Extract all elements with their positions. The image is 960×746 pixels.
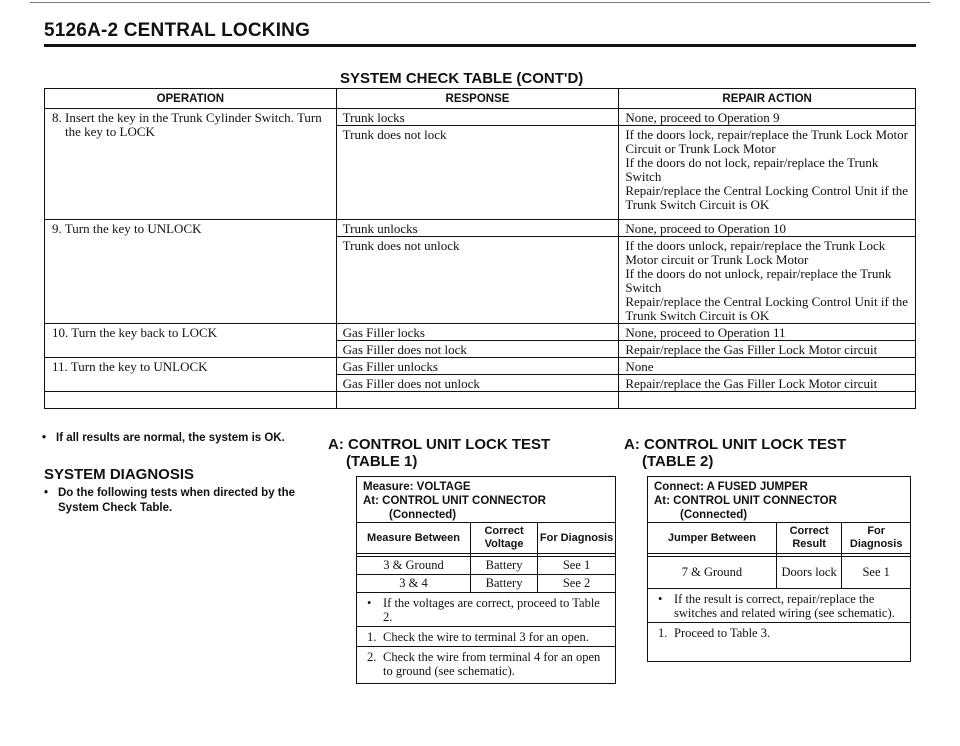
test-table-2-title: [624, 436, 846, 470]
bullet-icon: •: [367, 596, 372, 610]
normal-result-text: If all results are normal, the system is OK.: [56, 432, 285, 444]
repair-action-line: If the doors lock, repair/replace the Trunk Lock Motor Circuit or Trunk Lock Motor: [625, 127, 908, 156]
test-table-1-box: [356, 476, 616, 684]
repair-action-cell: [619, 237, 916, 324]
correct-voltage-cell: Battery: [471, 557, 538, 575]
operation-cell: 11. Turn the key to UNLOCK: [45, 358, 337, 392]
column-header-measure-between: Measure Between: [357, 523, 471, 554]
bullet-icon: •: [658, 592, 663, 606]
repair-action-cell: [619, 341, 916, 358]
table-row: [45, 324, 916, 341]
bullet-icon: •: [42, 432, 47, 444]
repair-action-cell: [619, 109, 916, 126]
operation-cell: 10. Turn the key back to LOCK: [45, 324, 337, 358]
repair-action-line: Repair/replace the Central Locking Control Unit if the Trunk Switch Circuit is OK: [625, 183, 908, 212]
step-text: Check the wire from terminal 4 for an open to ground (see schematic).: [383, 650, 601, 678]
table-row: [45, 358, 916, 375]
step-number: 2.: [367, 650, 377, 664]
jumper-between-cell: 7 & Ground: [648, 557, 776, 589]
repair-action-line: None: [625, 359, 654, 374]
repair-action-line: None, proceed to Operation 9: [625, 110, 780, 125]
repair-action-line: Repair/replace the Gas Filler Lock Motor circuit: [625, 342, 878, 357]
system-check-table: [44, 88, 916, 409]
diagnosis-ref-cell: See 1: [842, 557, 910, 589]
response-cell: Trunk locks: [336, 109, 619, 126]
repair-action-line: If the doors unlock, repair/replace the Trunk Lock Motor circuit or Trunk Lock Motor: [625, 238, 886, 267]
table-row: [45, 109, 916, 126]
empty-cell: [336, 392, 619, 409]
table-header-row: [357, 523, 615, 554]
location-label: At: CONTROL UNIT CONNECTOR: [363, 495, 546, 507]
repair-action-cell: [619, 324, 916, 341]
connect-label: Connect: A FUSED JUMPER: [654, 481, 808, 493]
test-title-text: A: CONTROL UNIT LOCK TEST: [624, 436, 847, 453]
column-header-correct-voltage: Correct Voltage: [471, 523, 538, 554]
table-header-row: [648, 523, 910, 554]
operation-cell: 9. Turn the key to UNLOCK: [45, 220, 337, 324]
table-row: [357, 575, 615, 593]
result-note-text: If the voltages are correct, proceed to Table 2.: [383, 596, 600, 624]
repair-action-line: If the doors do not lock, repair/replace the Trunk Switch: [625, 155, 879, 184]
result-note: [648, 589, 910, 622]
repair-action-cell: [619, 220, 916, 237]
response-cell: Trunk does not lock: [336, 126, 619, 220]
column-header-operation: OPERATION: [45, 89, 337, 109]
repair-action-line: If the doors do not unlock, repair/replace the Trunk Switch: [625, 266, 892, 295]
normal-result-note: [42, 432, 285, 444]
test-table-1-grid: [357, 522, 615, 593]
repair-action-cell: [619, 126, 916, 220]
repair-action-line: Repair/replace the Gas Filler Lock Motor circuit: [625, 376, 878, 391]
response-cell: Gas Filler locks: [336, 324, 619, 341]
column-header-jumper-between: Jumper Between: [648, 523, 776, 554]
table-row: [357, 557, 615, 575]
diagnosis-instruction: [44, 486, 328, 516]
result-note-text: If the result is correct, repair/replace the switches and related wiring (see schematic).: [674, 592, 895, 620]
step-number: 1.: [658, 626, 668, 640]
repair-action-line: Repair/replace the Central Locking Control Unit if the Trunk Switch Circuit is OK: [625, 294, 908, 323]
repair-action-line: None, proceed to Operation 10: [625, 221, 786, 236]
response-cell: Trunk does not unlock: [336, 237, 619, 324]
response-cell: Gas Filler does not unlock: [336, 375, 619, 392]
response-cell: Gas Filler unlocks: [336, 358, 619, 375]
table-row: [45, 220, 916, 237]
test-table-2-grid: [648, 522, 910, 589]
test-table-2-box: [647, 476, 911, 662]
step-text: Proceed to Table 3.: [674, 626, 771, 640]
table-header-row: [45, 89, 916, 109]
test-subtitle-text: (TABLE 2): [642, 453, 714, 470]
connection-state-label: (Connected): [680, 509, 748, 521]
empty-cell: [45, 392, 337, 409]
test-box-header: [357, 477, 615, 522]
correct-result-cell: Doors lock: [776, 557, 842, 589]
system-diagnosis-heading: SYSTEM DIAGNOSIS: [44, 466, 195, 483]
page-header-title: 5126A-2 CENTRAL LOCKING: [44, 20, 311, 41]
diagnosis-step: [357, 626, 615, 646]
operation-cell: 8. Insert the key in the Trunk Cylinder Switch. Turn the key to LOCK: [45, 109, 337, 220]
column-header-for-diagnosis: For Diagnosis: [538, 523, 615, 554]
repair-action-cell: [619, 375, 916, 392]
step-text: Check the wire to terminal 3 for an open.: [383, 630, 589, 644]
measure-between-cell: 3 & 4: [357, 575, 471, 593]
table-row: [648, 557, 910, 589]
correct-voltage-cell: Battery: [471, 575, 538, 593]
repair-action-line: None, proceed to Operation 11: [625, 325, 786, 340]
diagnosis-step: [648, 622, 910, 642]
diagnosis-instruction-text: Do the following tests when directed by the System Check Table.: [58, 487, 296, 514]
bullet-icon: •: [44, 487, 49, 499]
response-cell: Trunk unlocks: [336, 220, 619, 237]
measure-between-cell: 3 & Ground: [357, 557, 471, 575]
column-header-correct-result: Correct Result: [776, 523, 842, 554]
column-header-repair-action: REPAIR ACTION: [619, 89, 916, 109]
repair-action-cell: [619, 358, 916, 375]
top-hairline: [30, 2, 930, 3]
location-label: At: CONTROL UNIT CONNECTOR: [654, 495, 837, 507]
system-check-table-title: SYSTEM CHECK TABLE (CONT'D): [340, 70, 584, 87]
diagnosis-ref-cell: See 2: [538, 575, 615, 593]
measure-label: Measure: VOLTAGE: [363, 481, 471, 493]
connection-state-label: (Connected): [389, 509, 457, 521]
test-title-text: A: CONTROL UNIT LOCK TEST: [328, 436, 551, 453]
header-rule: [44, 44, 916, 47]
column-header-response: RESPONSE: [336, 89, 619, 109]
table-spacer-row: [45, 392, 916, 409]
test-subtitle-text: (TABLE 1): [346, 453, 418, 470]
empty-cell: [619, 392, 916, 409]
diagnosis-step: [357, 646, 615, 680]
result-note: [357, 593, 615, 626]
test-table-1-title: [328, 436, 550, 470]
test-box-header: [648, 477, 910, 522]
response-cell: Gas Filler does not lock: [336, 341, 619, 358]
diagnosis-ref-cell: See 1: [538, 557, 615, 575]
column-header-for-diagnosis: For Diagnosis: [842, 523, 910, 554]
step-number: 1.: [367, 630, 377, 644]
